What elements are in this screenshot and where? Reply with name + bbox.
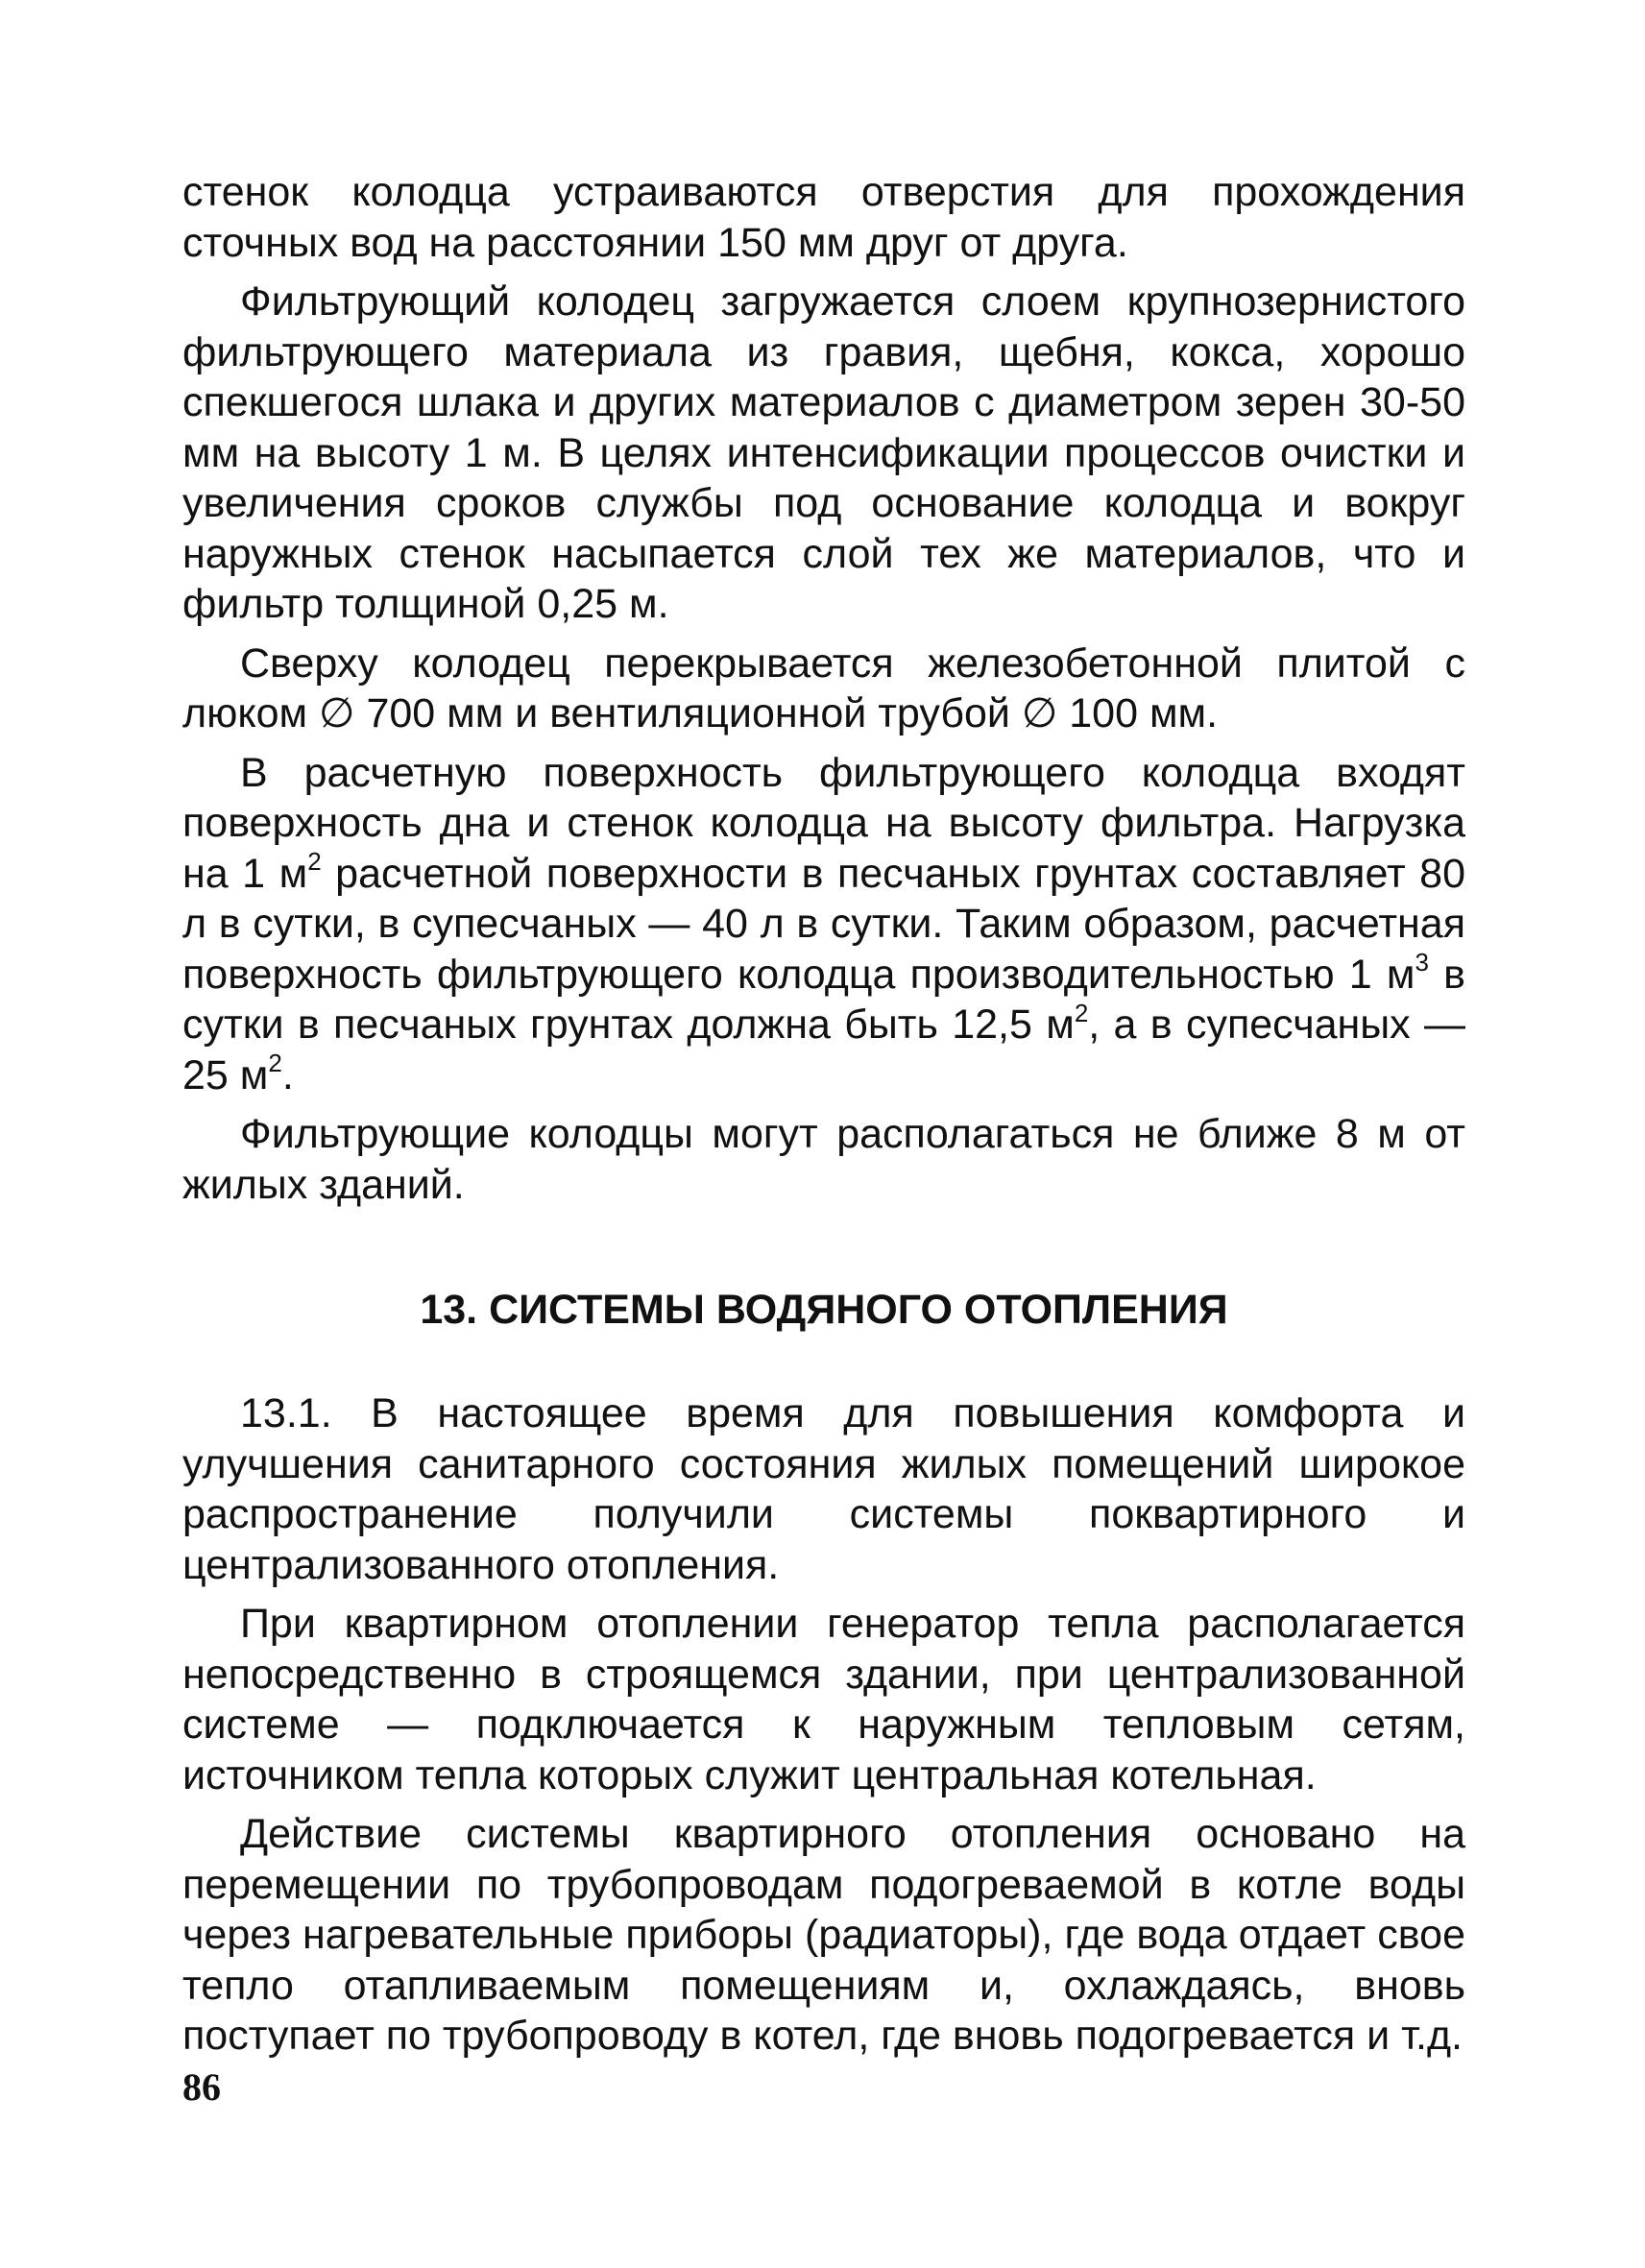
text-run: в сутки в песчаных грунтах должна быть 12,5 м (182, 951, 1465, 1048)
paragraph-heating-intro: 13.1. В настоящее время для повышения комфорта и улучшения санитарного состояния жилых помещений широкое распространение получили системы поквартирного и централизованного отопления. (182, 1390, 1465, 1588)
superscript: 3 (1415, 948, 1429, 977)
paragraph-wall-openings: стенок колодца устраиваются отверстия для прохождения сточных вод на расстоянии 150 мм друг от друга. (182, 169, 1465, 266)
section-heading: 13. СИСТЕМЫ ВОДЯНОГО ОТОПЛЕНИЯ (420, 1287, 1228, 1333)
page-body (182, 167, 1465, 2062)
superscript: 2 (1074, 998, 1089, 1027)
paragraph-heat-generator: При квартирном отоплении генератор тепла располагается непосредственно в строящемся здании, при централизованной системе — подключается к наружным тепловым сетям, источником тепла которых служит центральная котельная. (182, 1601, 1465, 1798)
page-number: 86 (182, 2065, 221, 2109)
paragraph-heating-operation: Действие системы квартирного отопления основано на перемещении по трубопроводам подогреваемой в котле воды через нагревательные приборы (радиаторы), где вода отдает свое тепло отапливаемым помещениям и, охлаждаясь, вновь поступает по трубопроводу в котел, где вновь подогревается и т.д. (182, 1811, 1465, 2059)
paragraph-cover-slab: Сверху колодец перекрывается железобетонной плитой с люком ∅ 700 мм и вентиляционной трубой ∅ 100 мм. (182, 639, 1465, 736)
paragraph-filter-loading: Фильтрующий колодец загружается слоем крупнозернистого фильтрующего материала из гравия, щебня, кокса, хорошо спекшегося шлака и других материалов с диаметром зерен 30-50 мм на высоту 1 м. В целях интенсификации процессов очистки и увеличения сроков службы под основание колодца и вокруг наружных стенок насыпается слой тех же материалов, что и фильтр толщиной 0,25 м. (182, 278, 1465, 627)
text-run: расчетной поверхности в песчаных грунтах составляет 80 л в сутки, в супесчаных — 40 л в сутки. Таким образом, расчетная поверхность фильтрующего колодца производительностью 1 м (182, 850, 1465, 998)
paragraph-distance-rule: Фильтрующие колодцы могут располагаться не ближе 8 м от жилых зданий. (182, 1111, 1465, 1208)
superscript: 2 (268, 1049, 282, 1078)
superscript: 2 (307, 847, 322, 877)
text-run: В расчетную поверхность фильтрующего колодца входят поверхность дна и стенок колодца на высоту фильтра. Нагрузка на 1 м (182, 749, 1465, 897)
text-run: , а в супесчаных — 25 м (182, 1001, 1465, 1098)
text-run: . (281, 1051, 294, 1098)
paragraph-design-surface (182, 748, 1465, 1101)
